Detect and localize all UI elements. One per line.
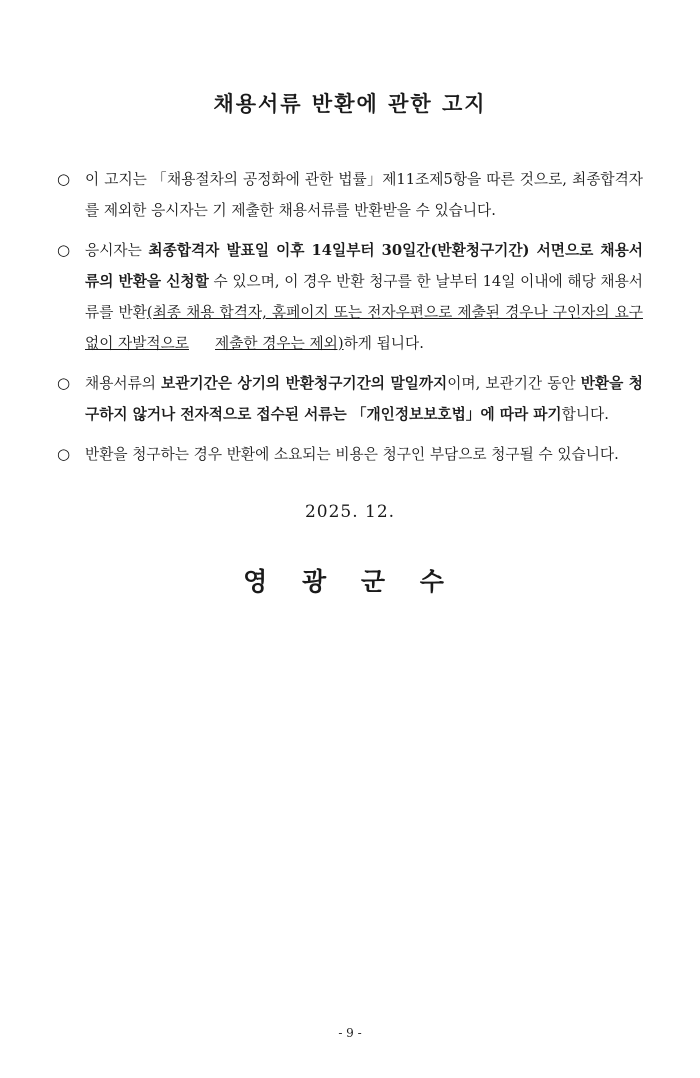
clause-text [85,164,643,226]
clause-item [57,368,643,430]
clause-segment: 반환을 청구하는 경우 반환에 소요되는 비용은 청구인 부담으로 청구될 수 있습니다. [85,446,619,463]
clause-segment-underline: 제출한 경우는 제외) [215,335,344,352]
bullet-icon: ○ [57,170,71,188]
clause-text [85,368,643,430]
page-title: 채용서류 반환에 관한 고지 [213,91,487,116]
clause-segment-bold: 반환을 청구하지 않거나 전자적으로 접수된 서류는 「개인정보보호법」에 따라 파기 [85,375,643,423]
signature-authority: 영 광 군 수 [243,567,457,596]
clause-segment-bold: 보관기간은 상기의 반환청구기간의 말일까지 [161,375,448,392]
clause-segment: 합니다. [561,406,609,423]
document-body [57,118,643,598]
bullet-icon: ○ [57,445,71,463]
notice-date: 2025. 12. [304,502,396,522]
clause-segment: 이 고지는 「채용절차의 공정화에 관한 법률」제11조제5항을 따른 것으로, 최종합격자를 제외한 응시자는 기 제출한 채용서류를 반환받을 수 있습니다. [85,171,643,219]
document-page [0,88,700,1078]
clause-item [57,235,643,359]
clause-segment: 응시자는 [85,242,149,259]
clause-segment-underline: (최종 채용 합격자, 홈페이지 또는 전자우편으로 제출된 경우나 구인자의 요구 없이 자발적으로 [85,304,643,352]
clause-item [57,439,643,470]
clause-segment: 채용서류의 [85,375,162,392]
clause-text [85,235,643,359]
clause-segment: 하게 됩니다. [343,335,424,352]
clause-text [85,439,643,470]
bullet-icon: ○ [57,241,71,259]
bullet-icon: ○ [57,374,71,392]
clause-item [57,164,643,226]
page-number: - 9 - [338,1026,362,1040]
clause-segment: 수 있으며, 이 경우 반환 청구를 한 날부터 14일 이내에 해당 채용서류를 반환 [85,273,643,321]
clause-segment: 이며, 보관기간 동안 [447,375,581,392]
clause-segment-bold: 최종합격자 발표일 이후 14일부터 30일간(반환청구기간) 서면으로 채용서류의 반환을 신청할 [85,242,643,290]
